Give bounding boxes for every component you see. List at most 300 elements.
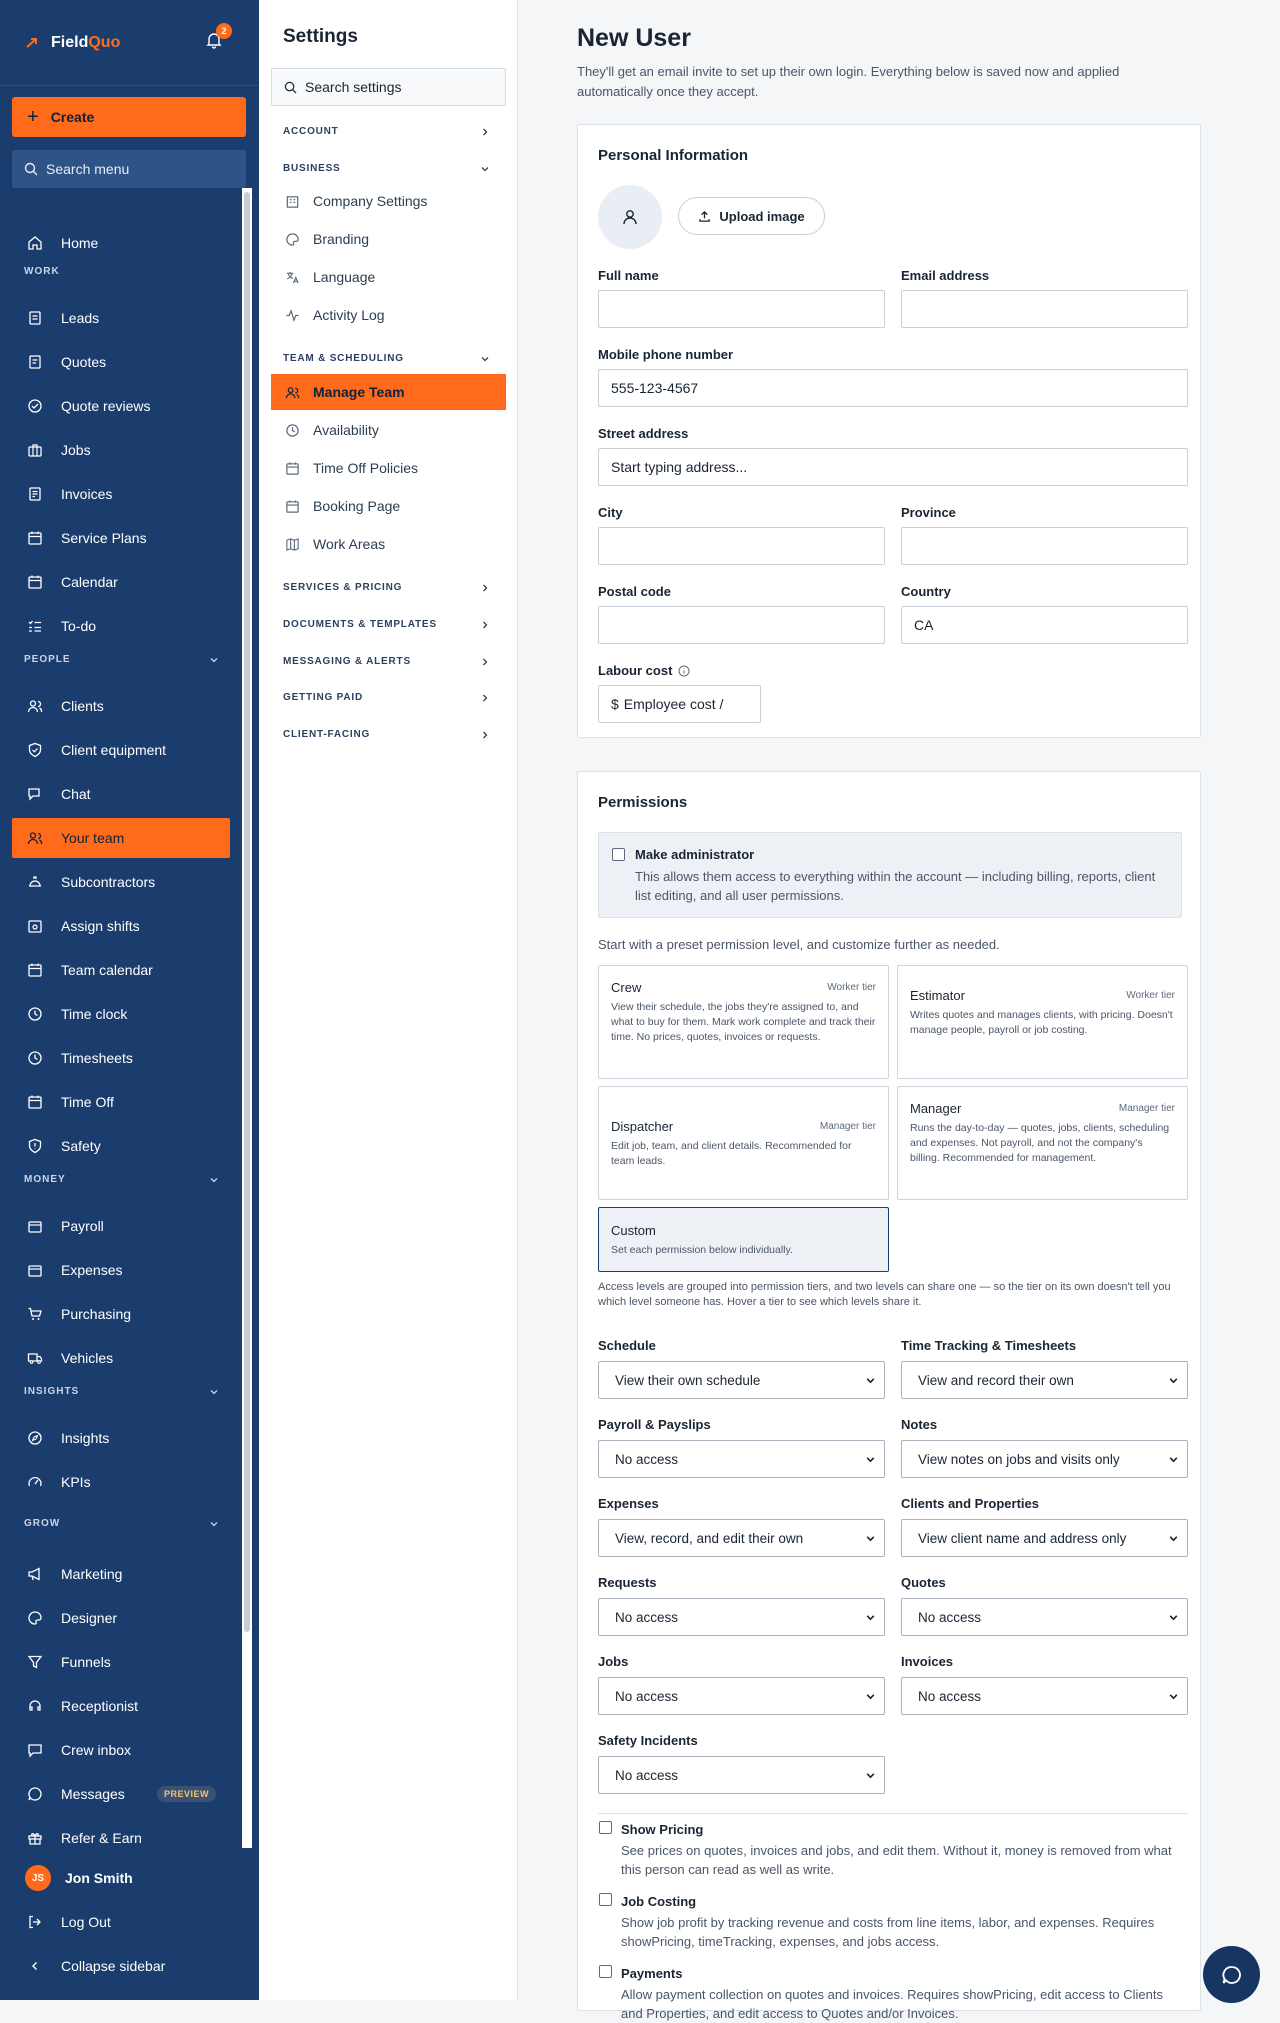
- invoice-icon: [25, 484, 45, 504]
- chevron-down-icon: [1168, 1533, 1179, 1544]
- chat-bubble-icon: [1220, 1963, 1244, 1987]
- preset-dispatcher[interactable]: [598, 1086, 889, 1200]
- sidebar-item-label: Chat: [61, 786, 91, 802]
- select-value: No access: [615, 1609, 679, 1625]
- section-label: SERVICES & PRICING: [283, 582, 403, 593]
- nav-section-work: [24, 266, 219, 277]
- sidebar-item-quote-reviews[interactable]: [12, 386, 230, 426]
- section-label: INSIGHTS: [24, 1386, 80, 1397]
- time-tracking-label: Time Tracking & Timesheets: [901, 1338, 1077, 1353]
- payroll-select[interactable]: [598, 1440, 885, 1478]
- sidebar-item-label: Designer: [61, 1610, 118, 1626]
- chevron-down-icon: [865, 1533, 876, 1544]
- receipt-icon: [25, 1260, 45, 1280]
- settings-item-label: Availability: [313, 422, 379, 438]
- section-label: GROW: [24, 1518, 61, 1529]
- make-admin-checkbox[interactable]: [612, 848, 625, 861]
- chevron-down-icon: [480, 354, 490, 364]
- notification-badge: 2: [216, 23, 232, 39]
- make-admin-title: Make administrator: [635, 847, 755, 862]
- upload-image-button[interactable]: [678, 197, 825, 235]
- user-menu[interactable]: [12, 1858, 230, 1898]
- sidebar-scrollbar[interactable]: [242, 188, 252, 1848]
- section-label: GETTING PAID: [283, 692, 363, 703]
- sidebar-item-label: Crew inbox: [61, 1742, 132, 1758]
- sidebar-item-label: Safety: [61, 1138, 101, 1154]
- preset-title: Dispatcher: [611, 1119, 674, 1134]
- settings-item-manage-team[interactable]: [271, 374, 506, 410]
- sidebar-item-insights[interactable]: [12, 1418, 230, 1458]
- show-pricing-description: See prices on quotes, invoices and jobs, and edit them. Without it, money is removed from what this person can read as well as write.: [621, 1843, 1172, 1877]
- sidebar-item-purchasing[interactable]: [12, 1294, 230, 1334]
- create-button[interactable]: [12, 97, 246, 137]
- sidebar-item-label: Invoices: [61, 486, 113, 502]
- settings-item-label: Manage Team: [313, 384, 405, 400]
- chevron-right-icon: [480, 127, 490, 137]
- translate-icon: [283, 268, 301, 286]
- calendar-icon: [25, 572, 45, 592]
- settings-item-label: Branding: [313, 231, 370, 247]
- cart-icon: [25, 1304, 45, 1324]
- sidebar-item-vehicles[interactable]: [12, 1338, 230, 1378]
- safety-incidents-label: Safety Incidents: [598, 1733, 698, 1748]
- app-logo[interactable]: [25, 34, 120, 52]
- sidebar-item-label: Jobs: [61, 442, 91, 458]
- document-icon: [25, 308, 45, 328]
- country-label: Country: [901, 584, 951, 599]
- settings-search-placeholder: Search settings: [305, 79, 402, 95]
- shield-alert-icon: [25, 1136, 45, 1156]
- message-circle-icon: [25, 1784, 45, 1804]
- sidebar-item-label: Insights: [61, 1430, 110, 1446]
- chevron-down-icon: [865, 1691, 876, 1702]
- sidebar-item-label: Quote reviews: [61, 398, 151, 414]
- preset-title: Custom: [611, 1223, 656, 1238]
- section-label: PEOPLE: [24, 654, 71, 665]
- search-icon: [24, 162, 46, 176]
- nav-section-grow[interactable]: [24, 1518, 219, 1529]
- email-label: Email address: [901, 268, 990, 283]
- user-icon: [620, 207, 640, 227]
- chevron-right-icon: [480, 730, 490, 740]
- chevron-right-icon: [480, 620, 490, 630]
- select-value: No access: [615, 1767, 679, 1783]
- chevron-down-icon: [865, 1612, 876, 1623]
- sidebar-item-assign-shifts[interactable]: [12, 906, 230, 946]
- team-icon: [25, 828, 45, 848]
- preset-description: Set each permission below individually.: [611, 1244, 793, 1256]
- megaphone-icon: [25, 1564, 45, 1584]
- sidebar-item-label: Timesheets: [61, 1050, 133, 1066]
- sidebar-item-time-off[interactable]: [12, 1082, 230, 1122]
- settings-item-time-off-policies[interactable]: [271, 450, 506, 486]
- settings-section-client-facing[interactable]: [283, 729, 490, 740]
- search-icon: [284, 81, 305, 94]
- section-label: CLIENT-FACING: [283, 729, 371, 740]
- country-field[interactable]: CA: [901, 606, 1188, 644]
- street-label: Street address: [598, 426, 689, 441]
- settings-section-documents-templates[interactable]: [283, 619, 490, 630]
- show-pricing-checkbox[interactable]: [599, 1821, 612, 1834]
- users-icon: [25, 696, 45, 716]
- home-icon: [25, 233, 45, 253]
- section-label: MONEY: [24, 1174, 66, 1185]
- settings-item-label: Company Settings: [313, 193, 428, 209]
- sidebar-item-label: KPIs: [61, 1474, 91, 1490]
- requests-label: Requests: [598, 1575, 657, 1590]
- expenses-select[interactable]: [598, 1519, 885, 1557]
- sidebar-item-label: Team calendar: [61, 962, 153, 978]
- quotes-select[interactable]: [901, 1598, 1188, 1636]
- settings-item-availability[interactable]: [271, 412, 506, 448]
- main-sidebar: [0, 0, 259, 2000]
- sidebar-item-receptionist[interactable]: [12, 1686, 230, 1726]
- preset-tier[interactable]: Worker tier: [1126, 990, 1175, 1001]
- personal-info-card: [577, 124, 1201, 738]
- payments-description: Allow payment collection on quotes and invoices. Requires showPricing, edit access to Clients and Properties, and edit access to Quotes and/or Invoices.: [621, 1987, 1163, 2021]
- scrollbar-thumb[interactable]: [244, 192, 250, 1632]
- preset-manager[interactable]: [897, 1086, 1188, 1200]
- settings-item-language[interactable]: [271, 259, 506, 295]
- calendar-refresh-icon: [25, 528, 45, 548]
- sidebar-item-clients[interactable]: [12, 686, 230, 726]
- select-value: No access: [615, 1688, 679, 1704]
- hard-hat-icon: [25, 872, 45, 892]
- city-field[interactable]: [598, 527, 885, 565]
- select-value: View client name and address only: [918, 1530, 1127, 1546]
- sidebar-item-service-plans[interactable]: [12, 518, 230, 558]
- section-label: ACCOUNT: [283, 126, 339, 137]
- nav-section-people[interactable]: [24, 654, 219, 665]
- payments-title: Payments: [621, 1966, 683, 1981]
- chevron-down-icon: [865, 1770, 876, 1781]
- sidebar-item-label: Quotes: [61, 354, 107, 370]
- settings-section-services-pricing[interactable]: [283, 582, 490, 593]
- select-value: View notes on jobs and visits only: [918, 1451, 1120, 1467]
- brand-prefix: Field: [51, 33, 89, 51]
- make-admin-box: [598, 832, 1182, 918]
- plus-icon: +: [27, 106, 39, 128]
- select-value: View and record their own: [918, 1372, 1074, 1388]
- settings-panel: [259, 0, 518, 2000]
- settings-item-label: Time Off Policies: [313, 460, 419, 476]
- province-label: Province: [901, 505, 956, 520]
- sidebar-item-label: Calendar: [61, 574, 118, 590]
- chevron-down-icon: [209, 655, 219, 665]
- menu-search-input[interactable]: [12, 150, 246, 188]
- settings-search-input[interactable]: [271, 68, 506, 106]
- sidebar-item-label: Payroll: [61, 1218, 104, 1234]
- chevron-down-icon: [209, 1387, 219, 1397]
- settings-title: Settings: [283, 26, 358, 47]
- logout-button[interactable]: [12, 1902, 230, 1942]
- message-square-icon: [25, 1740, 45, 1760]
- settings-item-label: Activity Log: [313, 307, 385, 323]
- check-circle-icon: [25, 396, 45, 416]
- job-costing-description: Show job profit by tracking revenue and costs from line items, labor, and expenses. Requires showPricing, timeTracking, expenses, and jobs access.: [621, 1915, 1155, 1949]
- settings-item-label: Work Areas: [313, 536, 386, 552]
- preset-description: Runs the day-to-day — quotes, jobs, clients, scheduling and expenses. Not payroll, and not the company's billing. Recommended for management.: [910, 1122, 1170, 1164]
- preset-title: Estimator: [910, 988, 965, 1003]
- labour-cost-field[interactable]: [598, 685, 761, 723]
- main-content: [518, 0, 1280, 2021]
- preset-tier[interactable]: Manager tier: [1118, 1103, 1175, 1114]
- logo-mark-icon: [25, 36, 39, 50]
- settings-item-company-settings[interactable]: [271, 183, 506, 219]
- section-label: MESSAGING & ALERTS: [283, 656, 411, 667]
- shield-check-icon: [25, 740, 45, 760]
- sidebar-item-calendar[interactable]: [12, 562, 230, 602]
- upload-image-label: Upload image: [719, 208, 805, 224]
- activity-icon: [283, 306, 301, 324]
- street-address-field[interactable]: Start typing address...: [598, 448, 1188, 486]
- logout-icon: [25, 1912, 45, 1932]
- preset-crew[interactable]: [598, 965, 889, 1079]
- chevron-down-icon: [1168, 1375, 1179, 1386]
- section-label: TEAM & SCHEDULING: [283, 353, 404, 364]
- menu-search-placeholder: Search menu: [46, 161, 130, 177]
- payments-checkbox[interactable]: [599, 1965, 612, 1978]
- brand-suffix: Quo: [88, 33, 121, 51]
- chevron-down-icon: [1168, 1612, 1179, 1623]
- select-value: No access: [918, 1688, 982, 1704]
- labour-cost-label: [598, 663, 690, 678]
- sidebar-menu: [0, 196, 259, 1846]
- calendar-icon: [25, 960, 45, 980]
- user-avatar: JS: [25, 1865, 51, 1891]
- upload-icon: [698, 210, 719, 223]
- chevron-down-icon: [209, 1175, 219, 1185]
- sidebar-item-designer[interactable]: [12, 1598, 230, 1638]
- invoices-label: Invoices: [901, 1654, 954, 1669]
- settings-section-getting-paid[interactable]: [283, 692, 490, 703]
- phone-field[interactable]: 555-123-4567: [598, 369, 1188, 407]
- invoices-select[interactable]: [901, 1677, 1188, 1715]
- preview-badge: PREVIEW: [157, 1786, 216, 1802]
- phone-label: Mobile phone number: [598, 347, 734, 362]
- preset-custom[interactable]: [598, 1207, 889, 1272]
- map-icon: [283, 535, 301, 553]
- sidebar-item-home[interactable]: [12, 223, 230, 263]
- chat-icon: [25, 784, 45, 804]
- preset-tier[interactable]: Worker tier: [827, 982, 876, 993]
- sidebar-item-leads[interactable]: [12, 298, 230, 338]
- sidebar-item-label: Refer & Earn: [61, 1830, 142, 1846]
- sidebar-item-label: Expenses: [61, 1262, 123, 1278]
- sidebar-item-label: Leads: [61, 310, 100, 326]
- sidebar-item-marketing[interactable]: [12, 1554, 230, 1594]
- sidebar-item-team-calendar[interactable]: [12, 950, 230, 990]
- sidebar-item-label: Vehicles: [61, 1350, 114, 1366]
- labour-cost-label-text: Labour cost: [598, 663, 673, 678]
- preset-description: View their schedule, the jobs they're assigned to, and what to buy for them. Mark work complete and track their time. No prices, quotes, invoices or requests.: [611, 1001, 876, 1043]
- settings-item-label: Language: [313, 269, 376, 285]
- preset-tier[interactable]: Manager tier: [819, 1121, 876, 1132]
- sidebar-item-crew-inbox[interactable]: [12, 1730, 230, 1770]
- logout-label: Log Out: [61, 1914, 111, 1930]
- sidebar-item-label: Your team: [61, 830, 125, 846]
- sidebar-item-label: To-do: [61, 618, 97, 634]
- nav-section-insights[interactable]: [24, 1386, 219, 1397]
- currency-symbol: $: [611, 696, 619, 712]
- make-admin-description: This allows them access to everything within the account — including billing, reports, client list editing, and all user permissions.: [635, 869, 1156, 903]
- calendar-off-icon: [25, 1092, 45, 1112]
- expenses-label: Expenses: [598, 1496, 659, 1511]
- clients-properties-label: Clients and Properties: [901, 1496, 1039, 1511]
- chevron-down-icon: [865, 1454, 876, 1465]
- select-value: No access: [615, 1451, 679, 1467]
- sidebar-item-todo[interactable]: [12, 606, 230, 646]
- sidebar-item-label: Client equipment: [61, 742, 167, 758]
- section-label: BUSINESS: [283, 163, 341, 174]
- sidebar-item-label: Time clock: [61, 1006, 128, 1022]
- profile-avatar: [598, 185, 662, 249]
- sidebar-item-time-clock[interactable]: [12, 994, 230, 1034]
- gauge-icon: [25, 1472, 45, 1492]
- sidebar-item-subcontractors[interactable]: [12, 862, 230, 902]
- schedule-label: Schedule: [598, 1338, 656, 1353]
- sidebar-item-your-team[interactable]: [12, 818, 230, 858]
- calendar-icon: [283, 497, 301, 515]
- sidebar-item-timesheets[interactable]: [12, 1038, 230, 1078]
- collapse-label: Collapse sidebar: [61, 1958, 166, 1974]
- sidebar-item-client-equipment[interactable]: [12, 730, 230, 770]
- jobs-label: Jobs: [598, 1654, 629, 1669]
- nav-section-money[interactable]: [24, 1174, 219, 1185]
- preset-title: Manager: [910, 1101, 962, 1116]
- sidebar-item-label: Subcontractors: [61, 874, 156, 890]
- notes-label: Notes: [901, 1417, 938, 1432]
- settings-section-messaging-alerts[interactable]: [283, 656, 490, 667]
- clients-properties-select[interactable]: [901, 1519, 1188, 1557]
- sidebar-item-messages[interactable]: [12, 1774, 230, 1814]
- sidebar-item-label: Funnels: [61, 1654, 111, 1670]
- sidebar-item-payroll[interactable]: [12, 1206, 230, 1246]
- sidebar-item-label: Service Plans: [61, 530, 147, 546]
- truck-icon: [25, 1348, 45, 1368]
- sidebar-item-label: Clients: [61, 698, 104, 714]
- sidebar-item-label: Purchasing: [61, 1306, 132, 1322]
- palette-icon: [25, 1608, 45, 1628]
- section-label: WORK: [24, 266, 60, 277]
- divider: [598, 1813, 1188, 1814]
- headset-icon: [25, 1696, 45, 1716]
- labour-cost-placeholder: Employee cost /: [623, 696, 724, 712]
- clock-icon: [25, 1004, 45, 1024]
- email-field[interactable]: [901, 290, 1188, 328]
- sidebar-item-invoices[interactable]: [12, 474, 230, 514]
- funnel-icon: [25, 1652, 45, 1672]
- chevron-right-icon: [480, 583, 490, 593]
- settings-item-label: Booking Page: [313, 498, 401, 514]
- preset-title: Crew: [611, 980, 642, 995]
- checklist-icon: [25, 616, 45, 636]
- preset-estimator[interactable]: [897, 965, 1188, 1079]
- sidebar-footer: [0, 1846, 259, 2000]
- settings-section-team-scheduling[interactable]: [283, 353, 490, 364]
- section-label: DOCUMENTS & TEMPLATES: [283, 619, 437, 630]
- chevron-right-icon: [480, 693, 490, 703]
- payroll-label: Payroll & Payslips: [598, 1417, 711, 1432]
- page-title: New User: [577, 24, 691, 52]
- select-value: View, record, and edit their own: [615, 1530, 804, 1546]
- sidebar-item-label: Home: [61, 235, 99, 251]
- sidebar-item-kpis[interactable]: [12, 1462, 230, 1502]
- requests-select[interactable]: [598, 1598, 885, 1636]
- chevron-left-icon: [25, 1956, 45, 1976]
- wallet-icon: [25, 1216, 45, 1236]
- province-field[interactable]: [901, 527, 1188, 565]
- user-name: Jon Smith: [65, 1870, 133, 1886]
- sidebar-item-label: Assign shifts: [61, 918, 140, 934]
- job-costing-checkbox[interactable]: [599, 1893, 612, 1906]
- sidebar-item-label: Marketing: [61, 1566, 123, 1582]
- job-costing-title: Job Costing: [621, 1894, 697, 1909]
- notes-select[interactable]: [901, 1440, 1188, 1478]
- sidebar-item-funnels[interactable]: [12, 1642, 230, 1682]
- settings-section-business[interactable]: [283, 163, 490, 174]
- chevron-down-icon: [865, 1375, 876, 1386]
- select-value: No access: [918, 1609, 982, 1625]
- preset-description: Writes quotes and manages clients, with pricing. Doesn't manage people, payroll or job costing.: [910, 1009, 1173, 1036]
- tier-note: Access levels are grouped into permission tiers, and two levels can share one — so the tier on its own doesn't tell you which level someone has. Hover a tier to see which levels share it.: [598, 1281, 1171, 1308]
- sidebar-item-chat[interactable]: [12, 774, 230, 814]
- chat-support-button[interactable]: [1203, 1946, 1260, 2003]
- full-name-field[interactable]: [598, 290, 885, 328]
- jobs-select[interactable]: [598, 1677, 885, 1715]
- sidebar-item-jobs[interactable]: [12, 430, 230, 470]
- postal-code-label: Postal code: [598, 584, 671, 599]
- city-label: City: [598, 505, 623, 520]
- chevron-down-icon: [1168, 1454, 1179, 1465]
- sidebar-item-expenses[interactable]: [12, 1250, 230, 1290]
- settings-item-booking-page[interactable]: [271, 488, 506, 524]
- users-icon: [283, 383, 301, 401]
- chevron-right-icon: [480, 657, 490, 667]
- settings-item-work-areas[interactable]: [271, 526, 506, 562]
- notifications-button[interactable]: [205, 26, 227, 53]
- settings-section-account[interactable]: [283, 126, 490, 137]
- safety-incidents-select[interactable]: [598, 1756, 885, 1794]
- schedule-select[interactable]: [598, 1361, 885, 1399]
- quotes-label: Quotes: [901, 1575, 946, 1590]
- page-subtitle: They'll get an email invite to set up their own login. Everything below is saved now and applied automatically once they accept.: [577, 64, 1120, 99]
- collapse-sidebar-button[interactable]: [12, 1946, 230, 1986]
- time-tracking-select[interactable]: [901, 1361, 1188, 1399]
- create-label: Create: [50, 109, 95, 125]
- full-name-label: Full name: [598, 268, 659, 283]
- chevron-down-icon: [480, 164, 490, 174]
- briefcase-icon: [25, 440, 45, 460]
- sidebar-item-safety[interactable]: [12, 1126, 230, 1166]
- palette-icon: [283, 230, 301, 248]
- preset-intro: Start with a preset permission level, and customize further as needed.: [598, 937, 1000, 952]
- gift-icon: [25, 1828, 45, 1848]
- sidebar-item-label: Time Off: [61, 1094, 114, 1110]
- settings-item-activity-log[interactable]: [271, 297, 506, 333]
- building-icon: [283, 192, 301, 210]
- settings-item-branding[interactable]: [271, 221, 506, 257]
- permissions-heading: Permissions: [598, 794, 688, 811]
- info-icon[interactable]: [678, 665, 690, 677]
- quote-icon: [25, 352, 45, 372]
- calendar-user-icon: [25, 916, 45, 936]
- select-value: View their own schedule: [615, 1372, 761, 1388]
- clock-icon: [25, 1048, 45, 1068]
- postal-code-field[interactable]: [598, 606, 885, 644]
- show-pricing-title: Show Pricing: [621, 1822, 704, 1837]
- sidebar-item-quotes[interactable]: [12, 342, 230, 382]
